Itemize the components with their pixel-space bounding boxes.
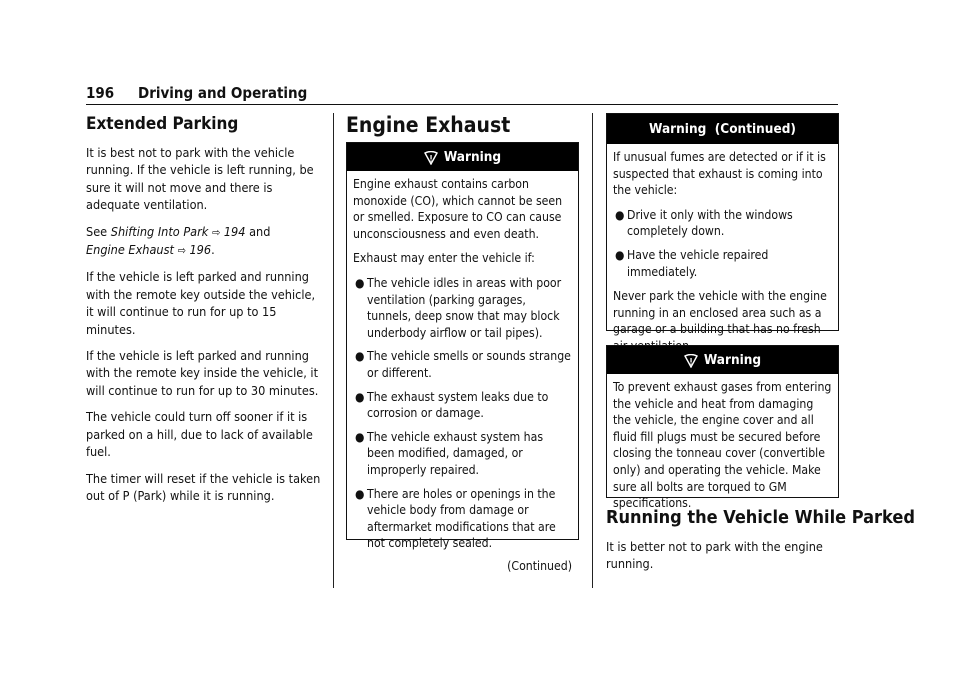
see-and: and <box>249 223 271 239</box>
list-item <box>613 207 832 240</box>
bullet-text: Drive it only with the windows completely down. <box>627 207 793 239</box>
page-ref-196[interactable]: 196 <box>189 242 212 258</box>
column-divider-right <box>592 113 593 588</box>
warning-title: Warning <box>443 149 502 165</box>
page-number: 196 <box>86 84 115 102</box>
bullet-text: The exhaust system leaks due to corrosion or damage. <box>367 389 549 421</box>
running-parked-heading: Running the Vehicle While Parked <box>606 507 915 528</box>
warning-title-bar <box>607 346 838 374</box>
bullet-icon: ● <box>615 247 625 262</box>
column-extended-parking <box>86 113 322 513</box>
warning-bullet-list <box>353 275 572 552</box>
page-reference-arrow-icon: ⇨ <box>211 225 221 239</box>
bullet-icon: ● <box>615 207 625 222</box>
see-end: . <box>211 242 215 258</box>
extended-parking-p4: The vehicle could turn off sooner if it is parked on a hill, due to lack of available fuel. <box>86 409 313 460</box>
see-references <box>86 223 322 260</box>
see-prefix: See <box>86 223 108 239</box>
bullet-icon: ● <box>355 389 365 404</box>
warning-title: Warning <box>703 352 762 368</box>
bullet-text: The vehicle idles in areas with poor ventilation (parking garages, tunnels, deep snow that may block underbody airflow or tail pipes). <box>367 275 562 340</box>
page-reference-arrow-icon: ⇨ <box>177 244 186 258</box>
warning-body <box>347 171 578 577</box>
extended-parking-p3: If the vehicle is left parked and running with the remote key inside the vehicle, it will continue to run for up to 30 minutes. <box>86 348 319 398</box>
list-item <box>353 389 572 422</box>
warning-continued-title-bar <box>607 114 838 144</box>
warning-box-exhaust-heat <box>606 345 839 511</box>
warning-continued-p1: If unusual fumes are detected or if it is suspected that exhaust is coming into the vehicle: <box>613 150 826 198</box>
list-item <box>353 348 572 381</box>
warning-continued-body <box>607 144 838 366</box>
column-engine-exhaust <box>346 112 579 138</box>
engine-exhaust-heading: Engine Exhaust <box>346 113 511 137</box>
list-item <box>353 429 572 479</box>
extended-parking-p1: It is best not to park with the vehicle running. If the vehicle is left running, be sure it will not move and there is adequate ventilation. <box>86 145 314 213</box>
warning-continued-bullet-list <box>613 207 832 280</box>
warning-triangle-icon <box>424 151 438 165</box>
extended-parking-p2: If the vehicle is left parked and running with the remote key outside the vehicle, it will continue to run for up to 15 minutes. <box>86 269 316 337</box>
header-rule <box>86 104 838 105</box>
column-divider-left <box>333 113 334 588</box>
warning2-p1: To prevent exhaust gases from entering the vehicle and heat from damaging the vehicle, the engine cover and all fluid fill plugs must be secured before closing the tonneau cover (convertible only) and operating the vehicle. Make sure all bolts are torqued to GM specifications. <box>613 380 832 511</box>
link-shifting-into-park[interactable]: Shifting Into Park <box>110 223 209 239</box>
extended-parking-heading: Extended Parking <box>86 114 239 134</box>
warning-continued-title: Warning (Continued) <box>649 121 796 137</box>
bullet-text: The vehicle smells or sounds strange or different. <box>367 349 571 380</box>
warning-box-continued <box>606 113 839 337</box>
running-parked-p1: It is better not to park with the engine running. <box>606 539 823 572</box>
bullet-text: The vehicle exhaust system has been modified, damaged, or improperly repaired. <box>367 429 544 477</box>
bullet-text: Have the vehicle repaired immediately. <box>627 247 769 279</box>
warning-title-bar <box>347 143 578 171</box>
bullet-icon: ● <box>355 275 365 290</box>
section-title: Driving and Operating <box>138 84 308 102</box>
warning-box-engine-exhaust <box>346 142 579 573</box>
bullet-icon: ● <box>355 486 365 501</box>
column-running-parked <box>606 506 915 582</box>
list-item <box>613 247 832 280</box>
warning-p1: Engine exhaust contains carbon monoxide (CO), which cannot be seen or smelled. Exposure to CO can cause unconsciousness and even death. <box>353 177 563 241</box>
warning-p2: Exhaust may enter the vehicle if: <box>353 251 535 266</box>
bullet-text: There are holes or openings in the vehicle body from damage or aftermarket modifications that are not completely sealed. <box>367 486 556 551</box>
list-item <box>353 486 572 552</box>
extended-parking-p5: The timer will reset if the vehicle is taken out of P (Park) while it is running. <box>86 470 321 503</box>
page-header <box>86 84 838 104</box>
bullet-icon: ● <box>355 349 365 364</box>
page-ref-194[interactable]: 194 <box>223 223 246 239</box>
warning-body <box>607 374 838 515</box>
continued-label: (Continued) <box>507 558 572 573</box>
list-item <box>353 275 572 341</box>
warning-continued-p2: Never park the vehicle with the engine running in an enclosed area such as a garage or a building that has no fresh <box>613 289 827 337</box>
bullet-icon: ● <box>355 429 365 444</box>
link-engine-exhaust[interactable]: Engine Exhaust <box>86 242 174 258</box>
warning-triangle-icon <box>684 354 698 368</box>
